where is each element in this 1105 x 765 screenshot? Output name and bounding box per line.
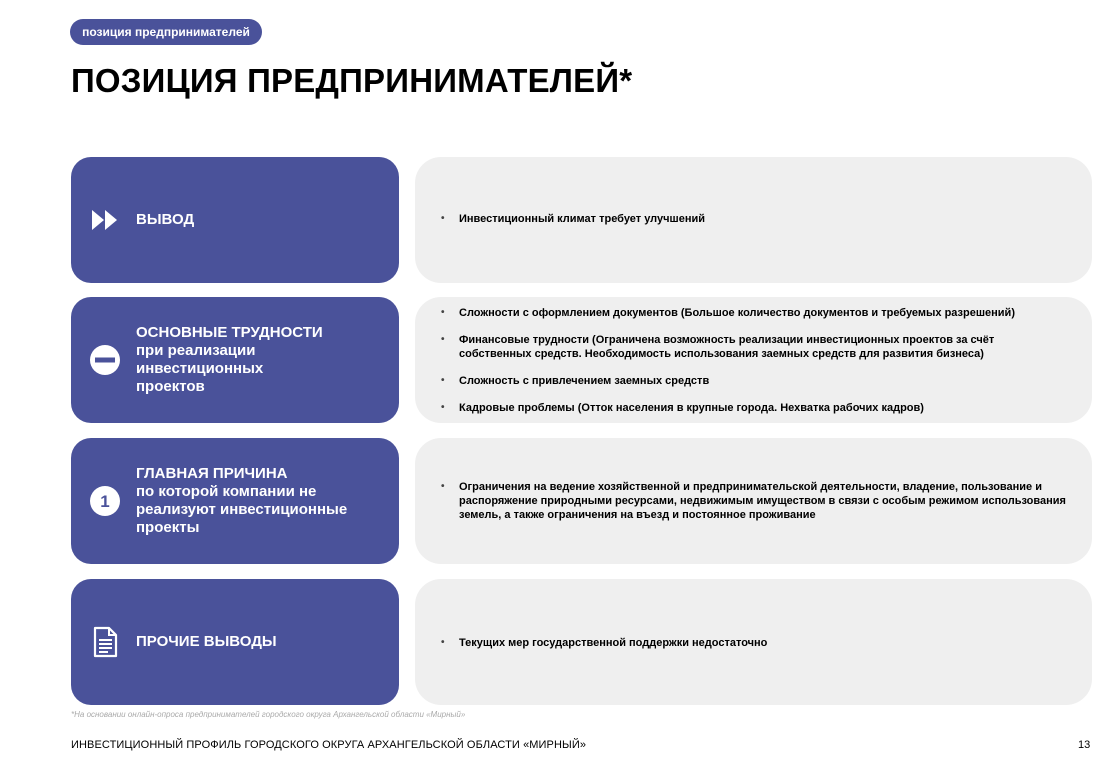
row-card-conclusion — [71, 157, 399, 283]
row-difficulties — [71, 297, 1092, 423]
row-card-other — [71, 579, 399, 705]
row-detail-difficulties — [415, 297, 1092, 423]
row-detail-conclusion — [415, 157, 1092, 283]
footnote: *На основании онлайн-опроса предпринимателей городского округа Архангельской области «Мирный» — [71, 710, 466, 719]
row-subtitle: при реализации инвестиционных проектов — [136, 342, 264, 395]
document-icon — [89, 626, 121, 658]
row-label-other — [136, 633, 391, 651]
list-item: • Сложности с оформлением документов (Большое количество документов и требуемых разрешений) — [441, 306, 1068, 320]
page-number: 13 — [1078, 739, 1091, 751]
row-title: ВЫВОД — [136, 211, 195, 228]
page-title: ПОЗИЦИЯ ПРЕДПРИНИМАТЕЛЕЙ* — [71, 62, 633, 99]
list-item: • Финансовые трудности (Ограничена возможность реализации инвестиционных проектов за счёт собственных средств. Необходимость использования заемных средств для развития бизнеса) — [441, 333, 1068, 361]
row-other — [71, 579, 1092, 705]
icon-number: 1 — [100, 492, 110, 511]
row-label-difficulties — [136, 324, 391, 396]
row-main-reason — [71, 438, 1092, 564]
section-tag: позиция предпринимателей — [70, 19, 262, 45]
row-subtitle: по которой компании не реализуют инвестиционные проекты — [136, 483, 348, 536]
row-detail-main-reason — [415, 438, 1092, 564]
row-title: ПРОЧИЕ ВЫВОДЫ — [136, 633, 277, 650]
list-item: • Текущих мер государственной поддержки недостаточно — [441, 636, 1068, 650]
minus-circle-icon — [89, 344, 121, 376]
row-title: ОСНОВНЫЕ ТРУДНОСТИ — [136, 324, 323, 341]
footer-text: ИНВЕСТИЦИОННЫЙ ПРОФИЛЬ ГОРОДСКОГО ОКРУГА АРХАНГЕЛЬСКОЙ ОБЛАСТИ «МИРНЫЙ» — [71, 739, 587, 751]
row-detail-other — [415, 579, 1092, 705]
fast-forward-icon — [89, 204, 121, 236]
item-list — [441, 212, 1068, 226]
row-label-main-reason — [136, 465, 391, 537]
row-label-conclusion — [136, 211, 391, 229]
list-item: • Кадровые проблемы (Отток населения в крупные города. Нехватка рабочих кадров) — [441, 401, 1068, 415]
row-conclusion — [71, 157, 1092, 283]
list-item: • Инвестиционный климат требует улучшений — [441, 212, 1068, 226]
row-card-difficulties — [71, 297, 399, 423]
item-list — [441, 480, 1068, 522]
row-card-main-reason — [71, 438, 399, 564]
item-list — [441, 636, 1068, 650]
list-item: • Сложность с привлечением заемных средств — [441, 374, 1068, 388]
row-title: ГЛАВНАЯ ПРИЧИНА — [136, 465, 288, 482]
number-one-circle-icon — [89, 485, 121, 517]
item-list — [441, 306, 1068, 415]
list-item: • Ограничения на ведение хозяйственной и предпринимательской деятельности, владение, пользование и распоряжение природными ресурсами, недвижимым имуществом в связи с особым режимом использования земель, а также ограничения на въезд и постоянное проживание — [441, 480, 1068, 522]
